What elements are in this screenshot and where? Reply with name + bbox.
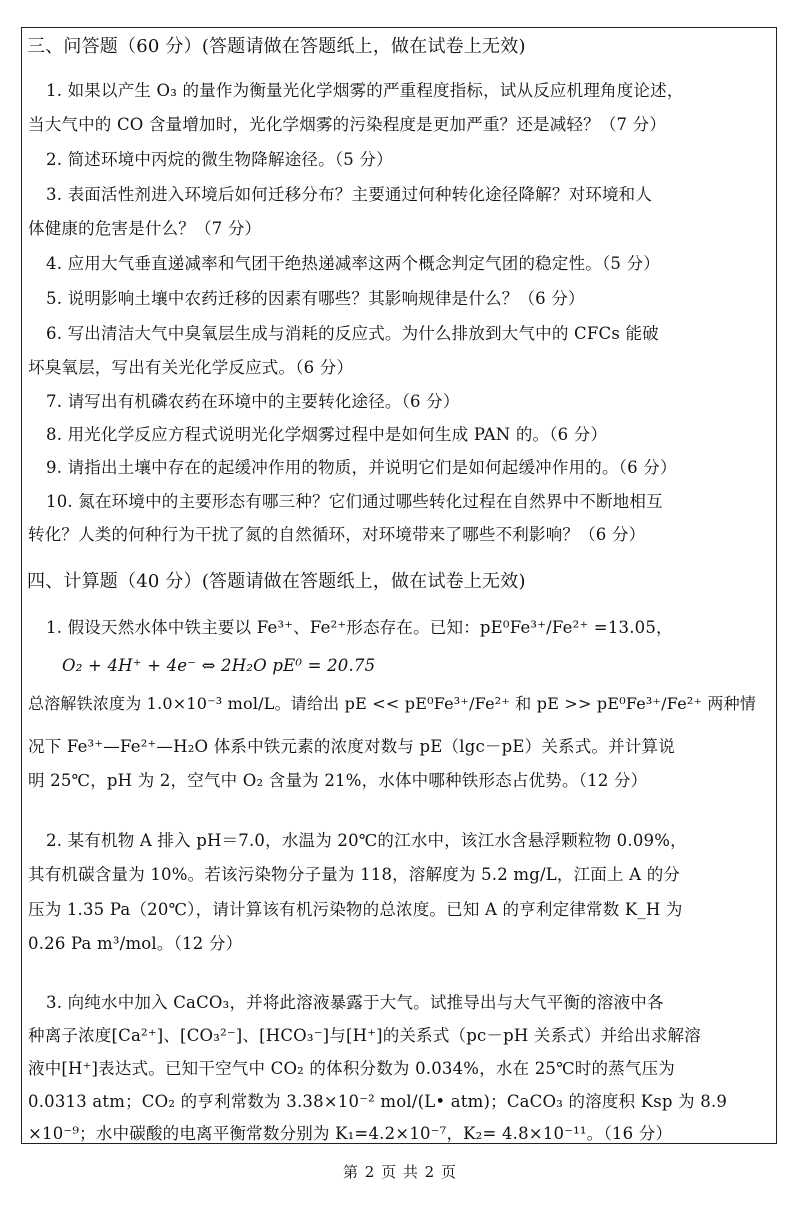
q4-2-line1: 2. 某有机物 A 排入 pH＝7.0，水温为 20℃的江水中，该江水含悬浮颗粒物 0.09%，: [46, 831, 687, 850]
q4-3-line5: ×10⁻⁹；水中碳酸的电离平衡常数分别为 K₁=4.2×10⁻⁷，K₂= 4.8×10⁻¹¹。（16 分）: [28, 1124, 673, 1143]
q3-7: 7. 请写出有机磷农药在环境中的主要转化途径。（6 分）: [46, 392, 460, 411]
section4-heading: 四、计算题（40 分）(答题请做在答题纸上，做在试卷上无效): [27, 571, 526, 592]
q4-1-equation: O₂ + 4H⁺ + 4e⁻ ⇔ 2H₂O pE⁰ = 20.75: [62, 656, 376, 675]
q3-1-line2: 当大气中的 CO 含量增加时，光化学烟雾的污染程度是更加严重？还是减轻？（7 分）: [28, 115, 667, 134]
q4-1-line4: 况下 Fe³⁺—Fe²⁺—H₂O 体系中铁元素的浓度对数与 pE（lgc－pE）关系式。并计算说: [28, 737, 675, 756]
q3-5: 5. 说明影响土壤中农药迁移的因素有哪些？其影响规律是什么？（6 分）: [46, 289, 585, 308]
q3-2: 2. 简述环境中丙烷的微生物降解途径。（5 分）: [46, 150, 393, 169]
q3-3-line1: 3. 表面活性剂进入环境后如何迁移分布？主要通过何种转化途径降解？对环境和人: [46, 185, 653, 204]
q4-3-line2: 种离子浓度[Ca²⁺]、[CO₃²⁻]、[HCO₃⁻]与[H⁺]的关系式（pc－pH 关系式）并给出求解溶: [28, 1026, 701, 1045]
q4-2-line3: 压为 1.35 Pa（20℃），请计算该有机污染物的总浓度。已知 A 的亨利定律常数 K_H 为: [28, 900, 683, 919]
q3-6-line2: 坏臭氧层，写出有关光化学反应式。（6 分）: [28, 358, 354, 377]
q4-1-line5: 明 25℃，pH 为 2，空气中 O₂ 含量为 21%，水体中哪种铁形态占优势。（12 分）: [28, 771, 648, 790]
q4-3-line1: 3. 向纯水中加入 CaCO₃，并将此溶液暴露于大气。试推导出与大气平衡的溶液中各: [46, 993, 664, 1012]
q3-6-line1: 6. 写出清洁大气中臭氧层生成与消耗的反应式。为什么排放到大气中的 CFCs 能破: [46, 324, 659, 343]
q4-1-line3: 总溶解铁浓度为 1.0×10⁻³ mol/L。请给出 pE << pE⁰Fe³⁺/Fe²⁺ 和 pE >> pE⁰Fe³⁺/Fe²⁺ 两种情: [28, 694, 757, 713]
q4-2-line4: 0.26 Pa m³/mol。（12 分）: [28, 934, 243, 953]
q4-1-line1: 1. 假设天然水体中铁主要以 Fe³⁺、Fe²⁺形态存在。已知：pE⁰Fe³⁺/Fe²⁺ =13.05，: [46, 618, 673, 637]
q3-8: 8. 用光化学反应方程式说明光化学烟雾过程中是如何生成 PAN 的。（6 分）: [46, 425, 608, 444]
q3-9: 9. 请指出土壤中存在的起缓冲作用的物质，并说明它们是如何起缓冲作用的。（6 分）: [46, 458, 677, 477]
q3-10-line1: 10. 氮在环境中的主要形态有哪三种？它们通过哪些转化过程在自然界中不断地相互: [46, 492, 663, 511]
q4-3-line3: 液中[H⁺]表达式。已知干空气中 CO₂ 的体积分数为 0.034%，水在 25℃时的蒸气压为: [28, 1059, 675, 1078]
q4-2-line2: 其有机碳含量为 10%。若该污染物分子量为 118，溶解度为 5.2 mg/L，江面上 A 的分: [28, 865, 681, 884]
section3-heading: 三、问答题（60 分）(答题请做在答题纸上，做在试卷上无效): [27, 36, 526, 57]
q3-3-line2: 体健康的危害是什么？（7 分）: [28, 219, 262, 238]
q3-1-line1: 1. 如果以产生 O₃ 的量作为衡量光化学烟雾的严重程度指标，试从反应机理角度论述，: [46, 81, 684, 100]
q3-4: 4. 应用大气垂直递减率和气团干绝热递减率这两个概念判定气团的稳定性。（5 分）: [46, 254, 660, 273]
page-number: 第 2 页 共 2 页: [343, 1163, 457, 1181]
q4-3-line4: 0.0313 atm；CO₂ 的亨利常数为 3.38×10⁻² mol/(L• atm)；CaCO₃ 的溶度积 Ksp 为 8.9: [28, 1092, 728, 1111]
q3-10-line2: 转化？人类的何种行为干扰了氮的自然循环，对环境带来了哪些不利影响？（6 分）: [28, 525, 646, 544]
